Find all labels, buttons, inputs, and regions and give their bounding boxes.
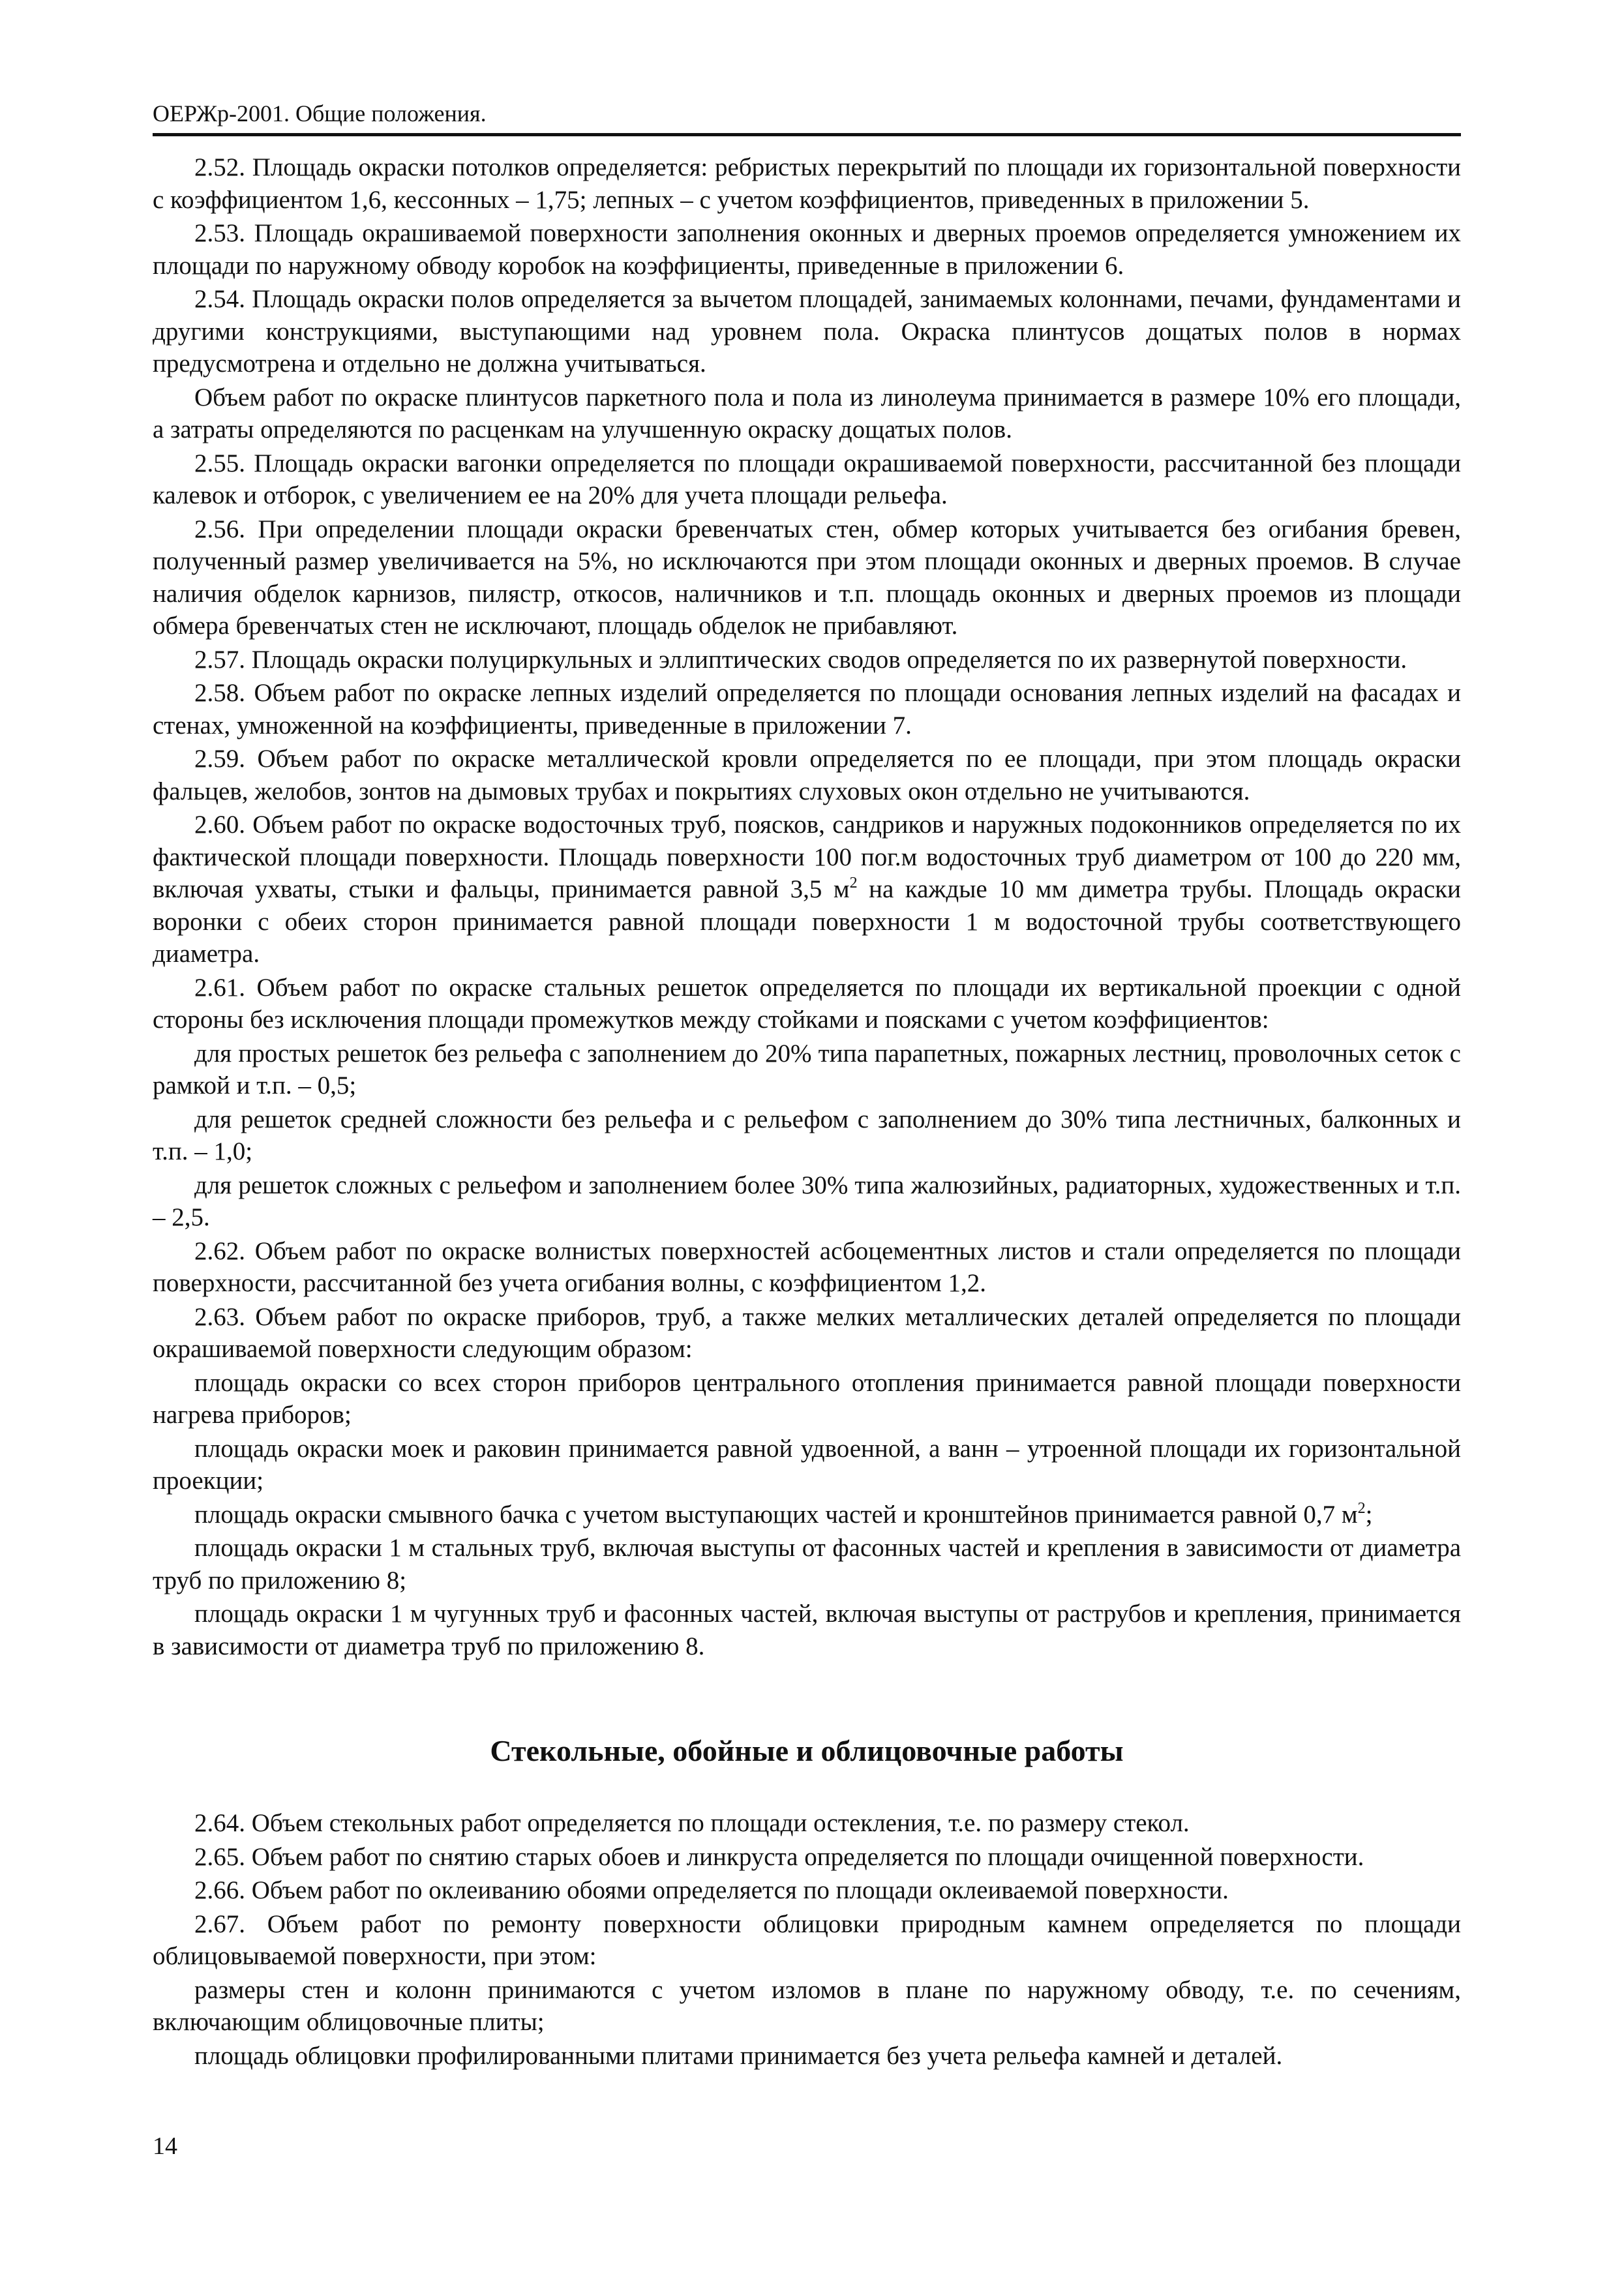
superscript-squared: 2 (849, 875, 858, 891)
section-heading: Стекольные, обойные и облицовочные работы (490, 1734, 1124, 1767)
list-item-sinks-baths: площадь окраски моек и раковин принимается равной удвоенной, а ванн – утроенной площади их горизонтальной проекции; (153, 1434, 1461, 1495)
list-item-steel-pipes: площадь окраски 1 м стальных труб, включая выступы от фасонных частей и крепления в зависимости от диаметра труб по приложению 8; (153, 1534, 1461, 1594)
paragraph-2-66: 2.66. Объем работ по оклеиванию обоями определяется по площади оклеиваемой поверхности. (194, 1876, 1229, 1904)
page-content (153, 151, 1461, 2072)
list-item-cast-iron-pipes: площадь окраски 1 м чугунных труб и фасонных частей, включая выступы от раструбов и крепления, принимается в зависимости от диаметра труб по приложению 8. (153, 1600, 1461, 1660)
paragraph-2-53: 2.53. Площадь окрашиваемой поверхности заполнения оконных и дверных проемов определяется умножением их площади по наружному обводу коробок на коэффициенты, приведенные в приложении 6. (153, 219, 1461, 280)
paragraph-2-59: 2.59. Объем работ по окраске металлической кровли определяется по ее площади, при этом площадь окраски фальцев, желобов, зонтов на дымовых трубах и покрытиях слуховых окон отдельно не учитываются. (153, 745, 1461, 805)
paragraph-2-67: 2.67. Объем работ по ремонту поверхности облицовки природным камнем определяется по площади облицовываемой поверхности, при этом: (153, 1909, 1461, 1970)
paragraph-2-64: 2.64. Объем стекольных работ определяется по площади остекления, т.е. по размеру стекол. (194, 1809, 1190, 1837)
paragraph-2-56: 2.56. При определении площади окраски бревенчатых стен, обмер которых учитывается без огибания бревен, полученный размер увеличивается на 5%, но исключаются при этом площади оконных и дверных проемов. В случае наличия обделок карнизов, пилястр, откосов, наличников и т.п. площадь оконных и дверных проемов из площади обмера бревенчатых стен не исключают, площадь обделок не прибавляют. (153, 515, 1461, 640)
paragraph-2-54-plinths: Объем работ по окраске плинтусов паркетного пола и пола из линолеума принимается в размере 10% его площади, а затраты определяются по расценкам на улучшенную окраску дощатых полов. (153, 383, 1461, 443)
paragraph-2-54: 2.54. Площадь окраски полов определяется за вычетом площадей, занимаемых колоннами, печами, фундаментами и другими конструкциями, выступающими над уровнем пола. Окраска плинтусов дощатых полов в нормах предусмотрена и отдельно не должна учитываться. (153, 285, 1461, 378)
paragraph-2-61: 2.61. Объем работ по окраске стальных решеток определяется по площади их вертикальной проекции с одной стороны без исключения площади промежутков между стойками и поясками с учетом коэффициентов: (153, 973, 1461, 1034)
list-item-walls-columns: размеры стен и колонн принимаются с учетом изломов в плане по наружному обводу, т.е. по сечениям, включающим облицовочные плиты; (153, 1975, 1461, 2036)
superscript-squared: 2 (1357, 1499, 1366, 1517)
running-header: ОЕРЖр-2001. Общие положения. (153, 97, 1461, 136)
list-item-flush-tank (153, 1499, 1461, 1531)
paragraph-2-55: 2.55. Площадь окраски вагонки определяется по площади окрашиваемой поверхности, рассчитанной без площади калевок и отборок, с увеличением ее на 20% для учета площади рельефа. (153, 449, 1461, 509)
paragraph-2-60-text-b: на каждые 10 мм диметра трубы. Площадь окраски воронки с обеих сторон принимается равной площади поверхности 1 м водосточной трубы соответствующего диаметра. (153, 875, 1461, 968)
paragraph-2-65: 2.65. Объем работ по снятию старых обоев и линкруста определяется по площади очищенной поверхности. (194, 1842, 1364, 1871)
paragraph-2-62: 2.62. Объем работ по окраске волнистых поверхностей асбоцементных листов и стали определяется по площади поверхности, рассчитанной без учета огибания волны, с коэффициентом 1,2. (153, 1236, 1461, 1297)
paragraph-2-60-text-a: 2.60. Объем работ по окраске водосточных труб, поясков, сандриков и наружных подоконников определяется по их фактической площади поверхности. Площадь поверхности 100 пог.м водосточных труб диаметром от 100 до 220 мм, включая ухваты, стыки и фальцы, принимается равной 3,5 м (153, 811, 1461, 903)
paragraph-2-58: 2.58. Объем работ по окраске лепных изделий определяется по площади основания лепных изделий на фасадах и стенах, умноженной на коэффициенты, приведенные в приложении 7. (153, 679, 1461, 740)
flush-tank-text-b: ; (1365, 1500, 1373, 1529)
paragraph-2-57: 2.57. Площадь окраски полуциркульных и эллиптических сводов определяется по их развернутой поверхности. (194, 645, 1407, 674)
list-item-complex-grates: для решеток сложных с рельефом и заполнением более 30% типа жалюзийных, радиаторных, художественных и т.п. – 2,5. (153, 1171, 1461, 1231)
paragraph-2-52: 2.52. Площадь окраски потолков определяется: ребристых перекрытий по площади их горизонтальной поверхности с коэффициентом 1,6, кессонных – 1,75; лепных – с учетом коэффициентов, приведенных в приложении 5. (153, 153, 1461, 214)
paragraph-2-63: 2.63. Объем работ по окраске приборов, труб, а также мелких металлических деталей определяется по площади окрашиваемой поверхности следующим образом: (153, 1302, 1461, 1363)
paragraph-2-60 (153, 809, 1461, 970)
list-item-medium-grates: для решеток средней сложности без рельефа и с рельефом с заполнением до 30% типа лестничных, балконных и т.п. – 1,0; (153, 1105, 1461, 1165)
list-item-simple-grates: для простых решеток без рельефа с заполнением до 20% типа парапетных, пожарных лестниц, проволочных сеток с рамкой и т.п. – 0,5; (153, 1039, 1461, 1100)
list-item-profiled-plates: площадь облицовки профилированными плитами принимается без учета рельефа камней и деталей. (194, 2041, 1283, 2070)
list-item-heating-devices: площадь окраски со всех сторон приборов центрального отопления принимается равной площади поверхности нагрева приборов; (153, 1368, 1461, 1429)
flush-tank-text-a: площадь окраски смывного бачка с учетом выступающих частей и кронштейнов принимается равной 0,7 м (194, 1500, 1358, 1529)
page-number: 14 (153, 2132, 177, 2160)
